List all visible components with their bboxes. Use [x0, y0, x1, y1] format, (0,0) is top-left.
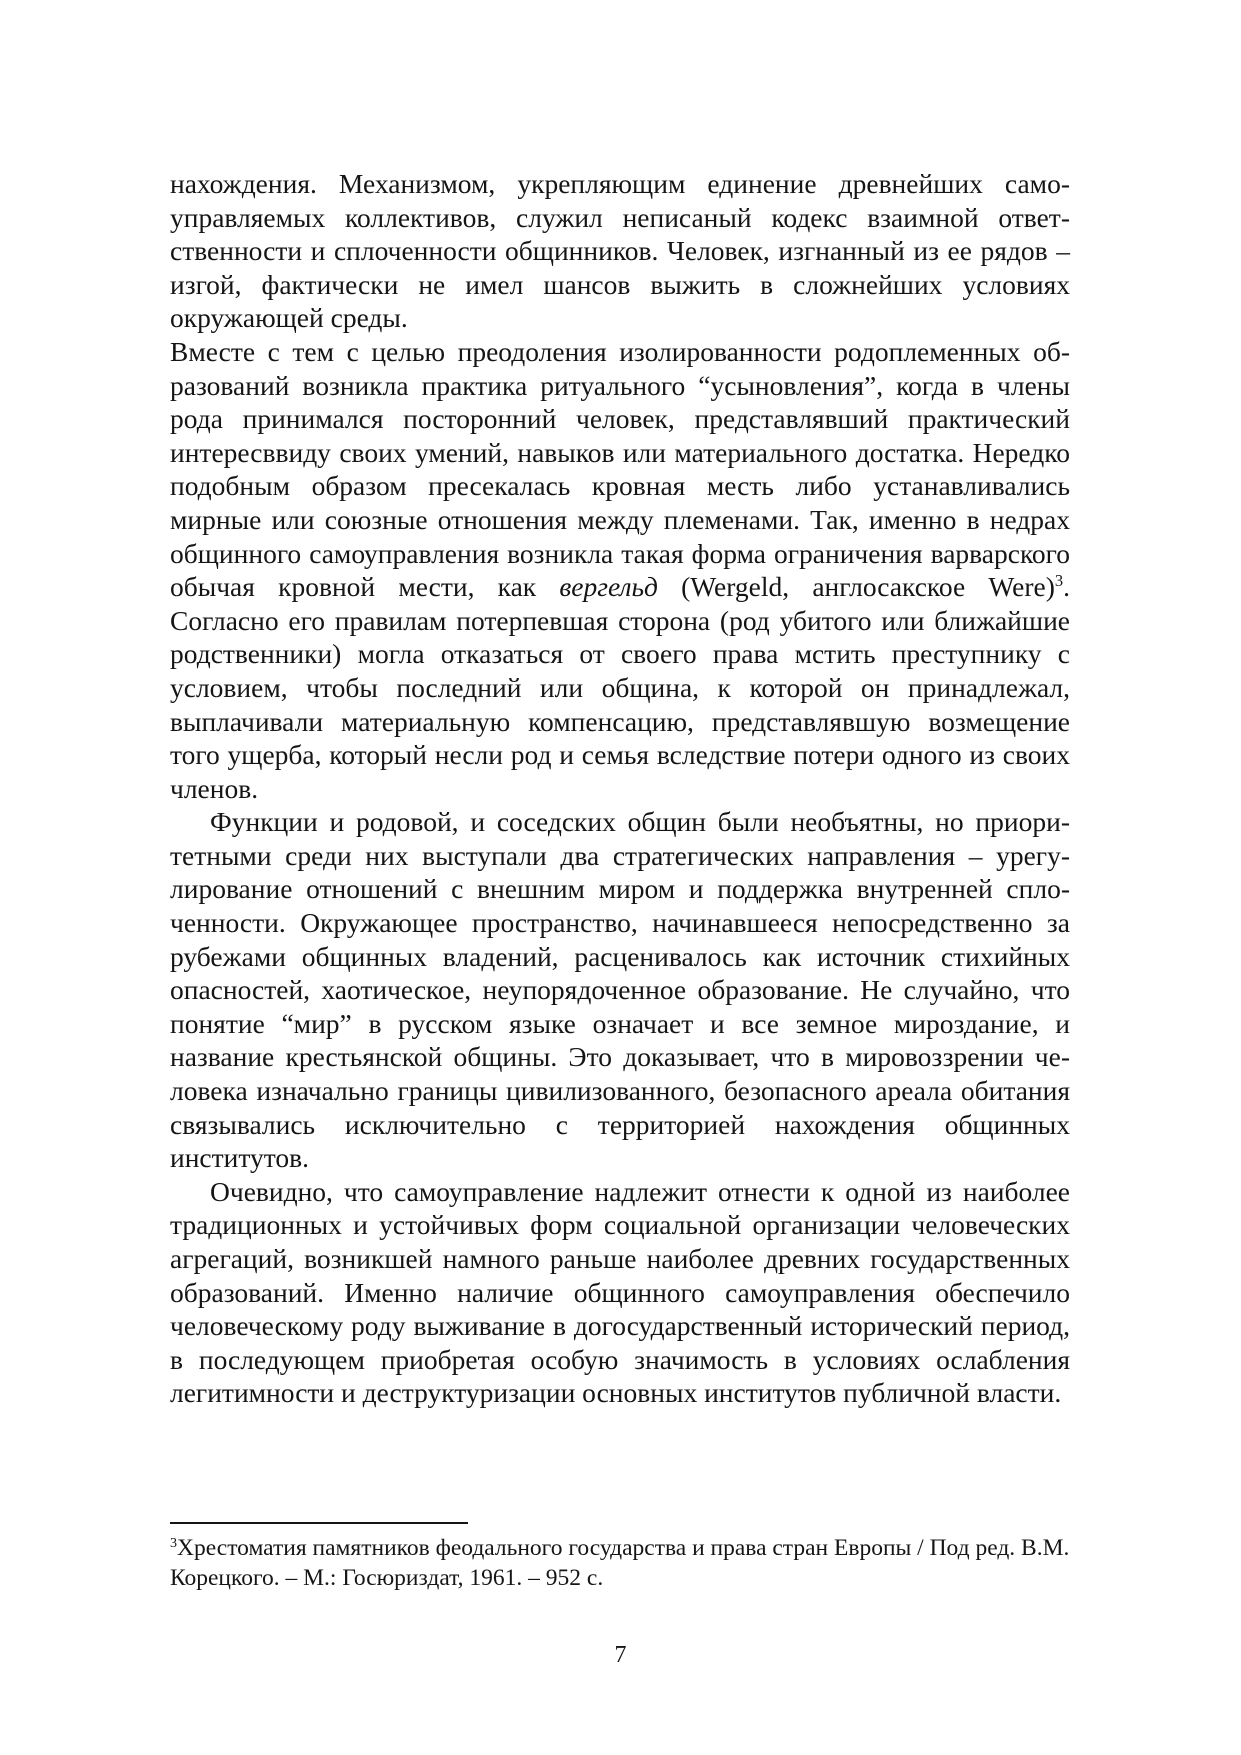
text-segment: нахождения. Механизмом, укрепляющим единение древнейших самоуправляемых коллективов, служил неписаный кодекс взаимной ответственности и сплоченности общинников. Человек, изгнанный из ее рядов – изгой, фактически не имел шансов выжить в сложнейших условиях окружающей среды.	[170, 168, 1070, 334]
footnote-text: Хрестоматия памятников феодального государства и права стран Европы / Под ред. В.М. Корецкого. – М.: Госюриздат, 1961. – 952 с.	[170, 1535, 1070, 1591]
paragraph-2	[170, 335, 1070, 805]
footnote-marker: 3	[170, 1534, 178, 1551]
paragraph-3	[170, 805, 1070, 1175]
paragraph-4	[170, 1175, 1070, 1410]
text-segment: Функции и родовой, и соседских общин были необъятны, но приоритетными среди них выступали два стратегических направления – урегулирование отношений с внешним миром и поддержка внутренней сплоченности. Окружающее пространство, начинавшееся непосредственно за рубежами общинных владений, расценивалось как источник стихийных опасностей, хаотическое, неупорядоченное образование. Не случайно, что понятие “мир” в русском языке означает и все земное мироздание, и название крестьянской общины. Это доказывает, что в мировоззрении человека изначально границы цивилизованного, безопасного ареала обитания связывались исключительно с территорией нахождения общинных институтов.	[170, 806, 1070, 1174]
footnote-entry	[170, 1533, 1070, 1593]
footnote-separator	[170, 1522, 468, 1524]
body-text	[170, 167, 1070, 1410]
footnote	[170, 1533, 1070, 1593]
italic-term: вергельд	[559, 571, 658, 603]
text-segment: Очевидно, что самоуправление надлежит отнести к одной из наиболее традиционных и устойчивых форм социальной организации человеческих агрегаций, возникшей намного раньше наиболее древних государственных образований. Именно наличие общинного самоуправления обеспечило человеческому роду выживание в догосударственный исторический период, в последующем приобретая особую значимость в условиях ослабления легитимности и деструктуризации основных институтов публичной власти.	[170, 1175, 1070, 1409]
footnote-reference: 3	[1054, 571, 1064, 591]
paragraph-1	[170, 167, 1070, 335]
text-segment: . Согласно его правилам потерпевшая сторона (род убитого или ближайшие родственники) могла отказаться от своего права мстить преступнику с условием, чтобы последний или община, к которой он принадлежал, выплачивали материальную компенсацию, представлявшую возмещение того ущерба, который несли род и семья вследствие потери одного из своих членов.	[170, 571, 1070, 804]
page-number: 7	[614, 1642, 627, 1668]
text-segment: Вместе с тем с целью преодоления изолированности родоплеменных образований возникла практика ритуального “усыновления”, когда в члены рода принимался посторонний человек, представлявший практический интересввиду своих умений, навыков или материального достатка. Нередко подобным образом пресекалась кровная месть либо устанавливались мирные или союзные отношения между племенами. Так, именно в недрах общинного самоуправления возникла такая форма ограничения варварского обычая кровной мести, как	[170, 335, 1070, 603]
text-segment: (Wergeld, англосакское Were)	[657, 571, 1055, 603]
